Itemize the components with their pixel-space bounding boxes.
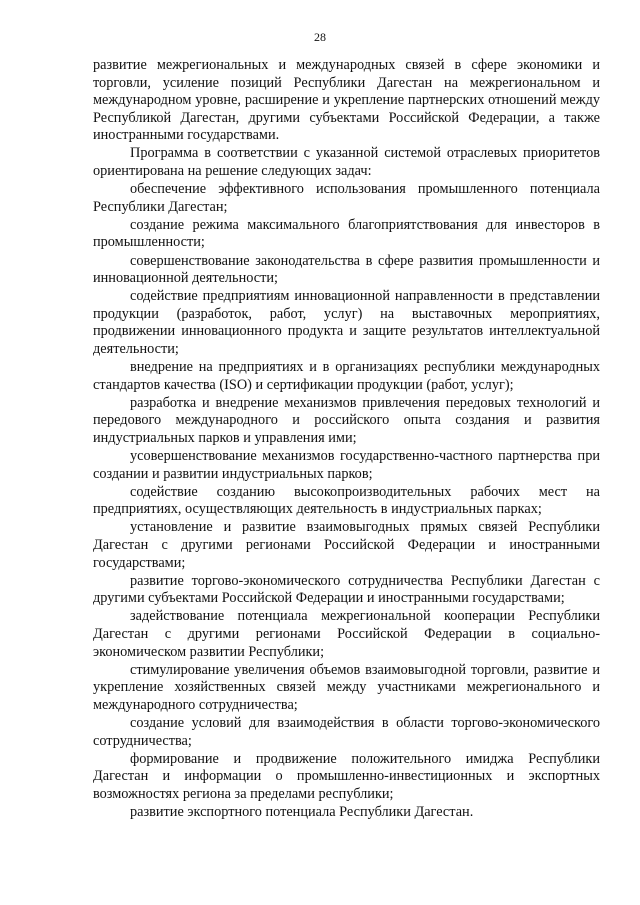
- paragraph: стимулирование увеличения объемов взаимовыгодной торговли, развитие и укрепление хозяйственных связей между участниками межрегионального и международного сотрудничества;: [93, 661, 600, 713]
- page-number: 28: [314, 30, 326, 44]
- document-body: [93, 57, 600, 822]
- paragraph: развитие экспортного потенциала Республики Дагестан.: [130, 803, 474, 820]
- paragraph: развитие межрегиональных и международных связей в сфере экономики и торговли, усиление позиций Республики Дагестан на межрегиональном и международном уровне, расширение и укрепление партнерских отношений между Республикой Дагестан, другими субъектами Российской Федерации, а также иностранными государствами.: [93, 57, 600, 144]
- paragraph: внедрение на предприятиях и в организациях республики международных стандартов качества (ISO) и сертификации продукции (работ, услуг);: [93, 359, 600, 393]
- paragraph: создание условий для взаимодействия в области торгово-экономического сотрудничества;: [93, 714, 600, 749]
- paragraph: развитие торгово-экономического сотрудничества Республики Дагестан с другими субъектами Российской Федерации и иностранными государствами;: [93, 572, 600, 607]
- paragraph: формирование и продвижение положительного имиджа Республики Дагестан и информации о промышленно-инвестиционных и экспортных возможностях региона за пределами республики;: [93, 750, 600, 802]
- paragraph: совершенствование законодательства в сфере развития промышленности и инновационной деятельности;: [93, 252, 600, 287]
- paragraph: разработка и внедрение механизмов привлечения передовых технологий и передового международного и российского опыта создания и развития индустриальных парков и управления ими;: [93, 394, 600, 446]
- paragraph: содействие созданию высокопроизводительных рабочих мест на предприятиях, осуществляющих деятельность в индустриальных парках;: [93, 483, 600, 518]
- paragraph: обеспечение эффективного использования промышленного потенциала Республики Дагестан;: [93, 181, 600, 215]
- paragraph: усовершенствование механизмов государственно-частного партнерства при создании и развитии индустриальных парков;: [93, 448, 600, 482]
- paragraph: установление и развитие взаимовыгодных прямых связей Республики Дагестан с другими регионами Российской Федерации и иностранными государствами;: [93, 519, 600, 571]
- paragraph: содействие предприятиям инновационной направленности в представлении продукции (разработок, работ, услуг) на выставочных мероприятиях, продвижении инновационного продукта и защите результатов интеллектуальной деятельности;: [93, 288, 600, 357]
- paragraph: Программа в соответствии с указанной системой отраслевых приоритетов ориентирована на решение следующих задач:: [93, 145, 600, 180]
- paragraph: создание режима максимального благоприятствования для инвесторов в промышленности;: [93, 216, 600, 251]
- paragraph: задействование потенциала межрегиональной кооперации Республики Дагестан с другими регионами Российской Федерации в социально-экономическом развитии Республики;: [93, 608, 600, 660]
